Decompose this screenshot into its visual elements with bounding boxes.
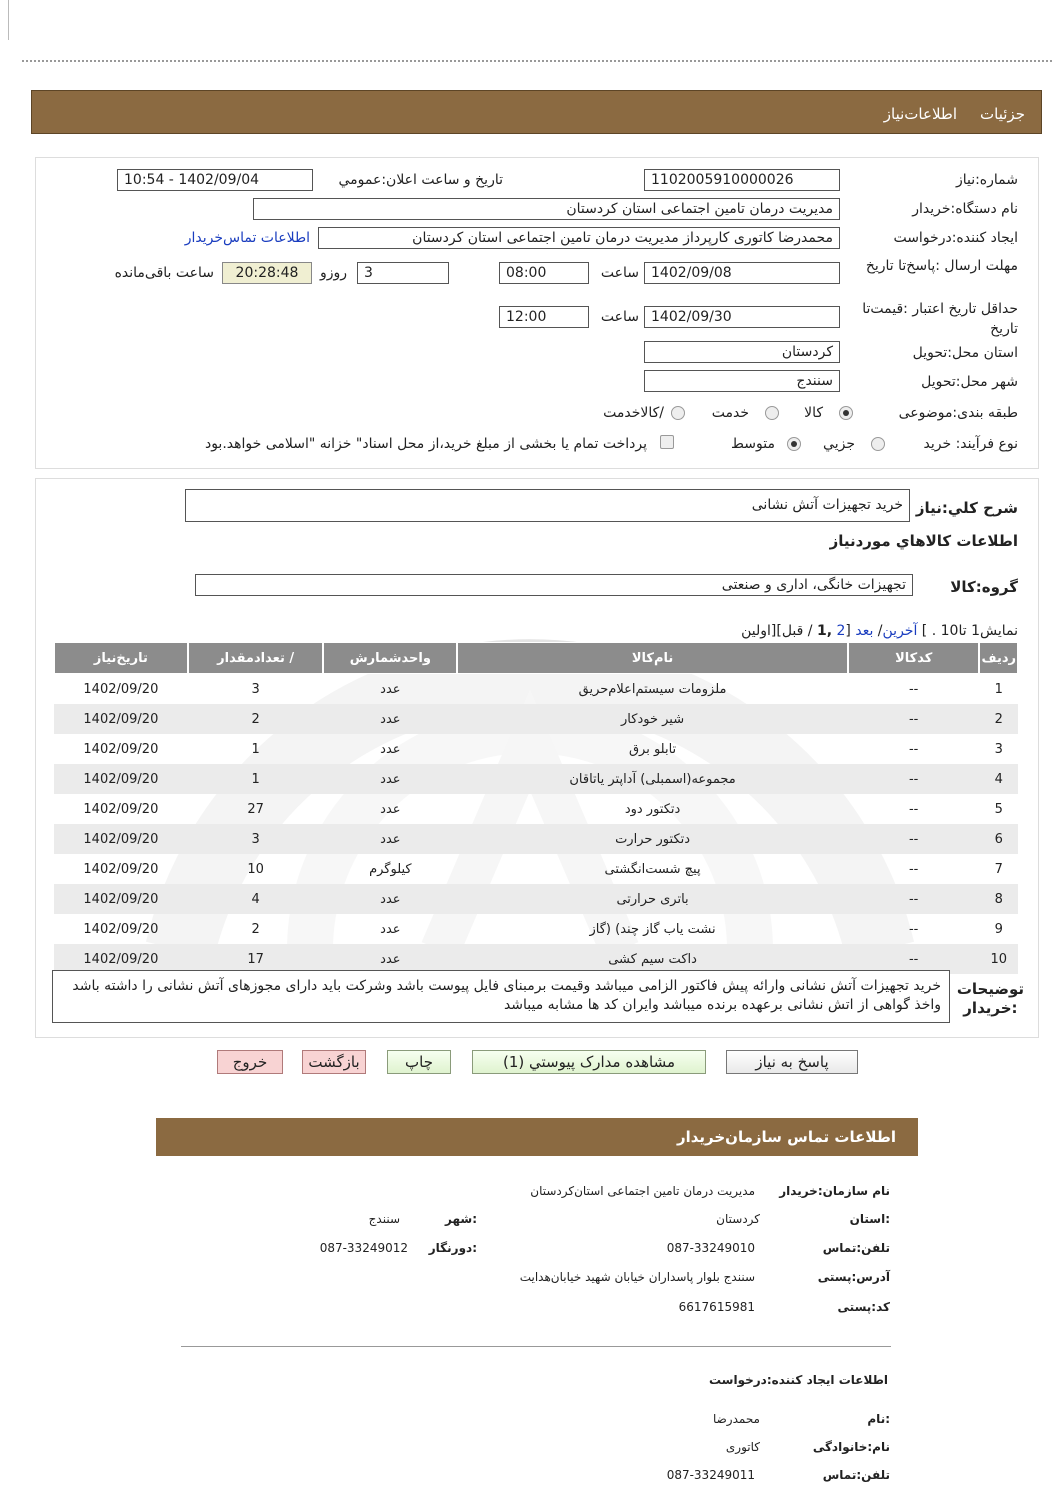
days-label: روزو	[319, 265, 347, 281]
cell-need-date: 1402/09/20	[54, 884, 188, 914]
table-row	[54, 854, 1018, 884]
cell-need-date: 1402/09/20	[54, 674, 188, 704]
pager-bracket: [	[845, 623, 851, 639]
cell-quantity: 10	[188, 854, 324, 884]
org-value: مدیریت درمان تامین اجتماعی استان‌کردستان	[530, 1184, 755, 1198]
pager	[741, 623, 1018, 639]
treasury-payment-checkbox[interactable]	[660, 435, 674, 449]
col-header-quantity: / تعدادمقدار	[188, 642, 324, 674]
table-row	[54, 914, 1018, 944]
delivery-province-field: کردستان	[644, 341, 840, 363]
creator-phone-label: تلفن:تماس	[822, 1468, 890, 1482]
tab-details[interactable]: جزئیات	[980, 105, 1025, 123]
table-row	[54, 764, 1018, 794]
cell-unit: عدد	[323, 674, 457, 704]
cell-unit: عدد	[323, 794, 457, 824]
remaining-timer: 20:28:48	[222, 262, 312, 284]
cell-item-name: نشت یاب گاز چند) (گاز	[457, 914, 848, 944]
category-goods-label: کالا	[804, 405, 823, 421]
cell-quantity: 2	[188, 914, 324, 944]
validity-hour-label: ساعت	[600, 309, 639, 325]
category-both-radio[interactable]	[671, 406, 685, 420]
buyer-notes-box: خرید تجهیزات آتش نشانی وارائه پیش فاکتور الزامی میباشد وقیمت برمبنای فایل پیوست باشد وشرکت باید دارای مجوزهای آتش نشانی را داشته باشد واخذ گواهی از اتش نشانی برعهده برنده میباشد وایران کد ها مشابه میباشد	[52, 970, 950, 1023]
buyer-contact-bar	[156, 1118, 918, 1156]
cell-quantity: 3	[188, 824, 324, 854]
cell-item-name: دتکتور دود	[457, 794, 848, 824]
pager-prev-first: / قبل][اولین	[741, 623, 813, 639]
buyer-field: مدیریت درمان تامین اجتماعی استان کردستان	[253, 198, 840, 220]
category-both-label: /کالاخدمت	[603, 405, 664, 421]
cell-item-code: --	[848, 914, 980, 944]
validity-date-field: 1402/09/30	[644, 306, 840, 328]
contact-fax-value: 087-33249012	[319, 1241, 408, 1255]
creator-phone-value: 087-33249011	[666, 1468, 755, 1482]
cell-need-date: 1402/09/20	[54, 794, 188, 824]
contact-postal-value: 6617615981	[678, 1300, 755, 1314]
view-attachments-button[interactable]: مشاهده مدارک پیوستي (1)	[472, 1050, 706, 1074]
announce-label: تاریخ و ساعت اعلان:عمومي	[338, 172, 503, 188]
goods-group-field: تجهیزات خانگی، اداری و صنعتی	[195, 574, 913, 596]
cell-quantity: 1	[188, 734, 324, 764]
deadline-label: مهلت ارسال :پاسخ‌تا تاریخ	[865, 258, 1018, 274]
treasury-payment-note: پرداخت تمام یا بخشی از مبلغ خرید،از محل اسناد" خزانه "اسلامی خواهد.بود	[204, 436, 647, 452]
cell-row-number: 9	[979, 914, 1018, 944]
contact-city-label: :شهر	[445, 1212, 477, 1226]
contact-fax-label: :دورنگار	[428, 1241, 477, 1255]
cell-need-date: 1402/09/20	[54, 914, 188, 944]
creator-family-label: نام:خانوادگی	[812, 1440, 890, 1454]
contact-province-value: کردستان	[716, 1212, 760, 1226]
header-bar	[31, 90, 1042, 134]
creator-family-value: کاتوری	[725, 1440, 760, 1454]
cell-quantity: 17	[188, 944, 324, 974]
cell-item-name: ملزومات سیستم‌اعلام‌حریق	[457, 674, 848, 704]
cell-item-code: --	[848, 674, 980, 704]
table-header-row	[54, 642, 1018, 674]
goods-table-wrap	[54, 642, 1018, 974]
pager-last-link[interactable]: آخرین	[882, 623, 918, 639]
need-number-field: 1102005910000026	[644, 169, 840, 191]
contact-phone-value: 087-33249010	[666, 1241, 755, 1255]
process-medium-radio[interactable]	[787, 437, 801, 451]
goods-table	[54, 642, 1018, 974]
cell-row-number: 7	[979, 854, 1018, 884]
process-minor-radio[interactable]	[871, 437, 885, 451]
cell-item-code: --	[848, 824, 980, 854]
col-header-need-date: تاریخ‌نیاز	[54, 642, 188, 674]
buyer-label: نام دستگاه:خریدار	[912, 201, 1018, 217]
creator-name-value: محمدرضا	[712, 1412, 760, 1426]
table-row	[54, 674, 1018, 704]
cell-item-code: --	[848, 704, 980, 734]
cell-item-code: --	[848, 764, 980, 794]
cell-unit: عدد	[323, 734, 457, 764]
pager-next-link[interactable]: بعد	[855, 623, 874, 639]
cell-item-name: پیچ شست‌انگشتی	[457, 854, 848, 884]
creator-field: محمدرضا کاتوری کارپرداز مدیریت درمان تامین اجتماعی استان کردستان	[318, 227, 840, 249]
category-label: طبقه بندی:موضوعی	[898, 405, 1018, 421]
col-header-item-name: نام‌کالا	[457, 642, 848, 674]
creator-name-label: :نام	[867, 1412, 890, 1426]
cell-item-name: تابلو برق	[457, 734, 848, 764]
contact-address-value: سنندج بلوار پاسداران خیابان شهید خیابان‌هدایت	[519, 1270, 755, 1284]
cell-unit: کیلوگرم	[323, 854, 457, 884]
cell-need-date: 1402/09/20	[54, 764, 188, 794]
pager-page-2[interactable]: 2	[836, 623, 846, 639]
cell-item-code: --	[848, 884, 980, 914]
cell-unit: عدد	[323, 884, 457, 914]
cell-unit: عدد	[323, 944, 457, 974]
process-medium-label: متوسط	[731, 436, 775, 452]
creator-info-title: اطلاعات ایجاد کننده:درخواست	[708, 1373, 888, 1387]
cell-quantity: 1	[188, 764, 324, 794]
contact-province-label: :استان	[849, 1212, 890, 1226]
announce-field: 1402/09/04 - 10:54	[117, 169, 313, 191]
cell-row-number: 6	[979, 824, 1018, 854]
cell-item-code: --	[848, 794, 980, 824]
delivery-city-label: شهر محل:تحویل	[921, 374, 1018, 390]
deadline-time-field: 08:00	[499, 262, 589, 284]
col-header-unit: واحدشمارش	[323, 642, 457, 674]
reply-to-need-button[interactable]: پاسخ به نیاز	[726, 1050, 858, 1074]
contact-address-label: آدرس:پستی	[817, 1270, 890, 1284]
dotted-separator	[22, 60, 1052, 62]
cell-quantity: 4	[188, 884, 324, 914]
cell-need-date: 1402/09/20	[54, 704, 188, 734]
org-label: نام سازمان:خریدار	[779, 1184, 890, 1198]
buyer-notes-label	[957, 980, 1024, 1018]
table-row	[54, 794, 1018, 824]
category-service-radio[interactable]	[765, 406, 779, 420]
cell-row-number: 8	[979, 884, 1018, 914]
cell-item-name: داکت سیم کشی	[457, 944, 848, 974]
process-minor-label: جزیي	[823, 436, 855, 452]
delivery-province-label: استان محل:تحویل	[912, 345, 1018, 361]
contact-divider	[181, 1346, 891, 1347]
cell-item-code: --	[848, 854, 980, 884]
days-field: 3	[357, 262, 449, 284]
table-row	[54, 884, 1018, 914]
cell-item-name: دتکتور حرارت	[457, 824, 848, 854]
goods-group-label: گروه:کالا	[950, 578, 1018, 596]
contact-postal-label: کد:پستی	[837, 1300, 890, 1314]
category-service-label: خدمت	[711, 405, 749, 421]
cell-item-code: --	[848, 944, 980, 974]
buyer-contact-title: اطلاعات تماس سازمان‌خریدار	[676, 1128, 896, 1146]
validity-label: حداقل تاریخ اعتبار :قیمت‌تا تاریخ	[862, 301, 1018, 337]
pager-show-text: نمایش1 تا10 . ]	[921, 623, 1018, 639]
general-description-label: شرح کلي:نیاز	[915, 499, 1018, 517]
back-button[interactable]: بازگشت	[302, 1050, 366, 1074]
cell-item-name: مجموعه(اسمبلی) آداپتر یاتاقان	[457, 764, 848, 794]
cell-unit: عدد	[323, 764, 457, 794]
remaining-label: ساعت باقی‌مانده	[114, 265, 214, 281]
cell-row-number: 4	[979, 764, 1018, 794]
cell-row-number: 3	[979, 734, 1018, 764]
cell-row-number: 5	[979, 794, 1018, 824]
table-row	[54, 824, 1018, 854]
cell-quantity: 27	[188, 794, 324, 824]
validity-time-field: 12:00	[499, 306, 589, 328]
print-button[interactable]: چاپ	[387, 1050, 451, 1074]
window-edge-line	[8, 0, 9, 40]
buyer-notes-label-line1: توضیحات	[956, 980, 1024, 998]
buyer-notes-label-line2: :خریدار	[963, 999, 1018, 1017]
cell-need-date: 1402/09/20	[54, 734, 188, 764]
exit-button[interactable]: خروج	[217, 1050, 283, 1074]
category-goods-radio[interactable]	[839, 406, 853, 420]
cell-unit: عدد	[323, 914, 457, 944]
cell-row-number: 10	[979, 944, 1018, 974]
cell-item-name: باتری حرارتی	[457, 884, 848, 914]
cell-need-date: 1402/09/20	[54, 824, 188, 854]
process-label: نوع فرآیند: خرید	[923, 436, 1018, 452]
cell-row-number: 1	[979, 674, 1018, 704]
pager-separator: /	[877, 623, 883, 639]
cell-item-code: --	[848, 734, 980, 764]
goods-info-title: اطلاعات کالاهاي موردنیاز	[829, 532, 1018, 550]
cell-unit: عدد	[323, 704, 457, 734]
general-description-field: خرید تجهیزات آتش نشانی	[185, 489, 910, 522]
buyer-contact-link[interactable]: اطلاعات تماس‌خریدار	[184, 230, 310, 246]
cell-quantity: 3	[188, 674, 324, 704]
tab-need-info[interactable]: اطلاعات‌نیاز	[883, 105, 957, 123]
pager-page-1: ,1	[816, 623, 833, 639]
cell-item-name: شیر خودکار	[457, 704, 848, 734]
cell-unit: عدد	[323, 824, 457, 854]
col-header-row-number: ردیف	[979, 642, 1018, 674]
col-header-item-code: کدکالا	[848, 642, 980, 674]
delivery-city-field: سنندج	[644, 370, 840, 392]
need-number-label: شماره:نیاز	[955, 172, 1018, 188]
table-row	[54, 704, 1018, 734]
creator-label: ایجاد کننده:درخواست	[893, 230, 1018, 246]
contact-phone-label: تلفن:تماس	[822, 1241, 890, 1255]
table-row	[54, 734, 1018, 764]
cell-row-number: 2	[979, 704, 1018, 734]
cell-quantity: 2	[188, 704, 324, 734]
contact-city-value: سنندج	[368, 1212, 400, 1226]
cell-need-date: 1402/09/20	[54, 944, 188, 974]
deadline-date-field: 1402/09/08	[644, 262, 840, 284]
deadline-hour-label: ساعت	[600, 265, 639, 281]
cell-need-date: 1402/09/20	[54, 854, 188, 884]
